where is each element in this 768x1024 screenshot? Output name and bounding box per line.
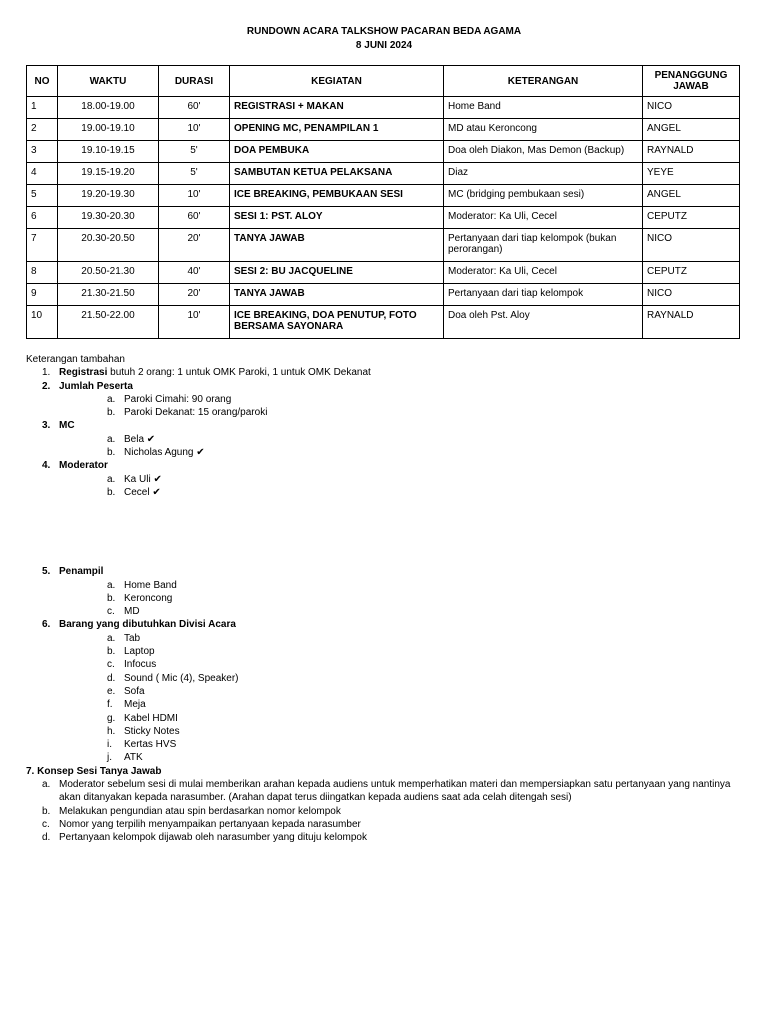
cell-penanggung-jawab: NICO [643, 229, 740, 262]
list-letter: b. [107, 486, 116, 498]
list-item-text: Paroki Dekanat: 15 orang/paroki [124, 407, 268, 419]
cell-keterangan: Moderator: Ka Uli, Cecel [444, 207, 643, 229]
note-label: Barang yang dibutuhkan Divisi Acara [59, 619, 236, 631]
list-letter: c. [107, 659, 115, 671]
header-kegiatan: KEGIATAN [230, 66, 444, 97]
list-letter: c. [107, 606, 115, 618]
cell-penanggung-jawab: ANGEL [643, 119, 740, 141]
note-moderator [26, 459, 740, 565]
table-row [27, 306, 740, 339]
cell-kegiatan: DOA PEMBUKA [230, 141, 444, 163]
cell-keterangan: Home Band [444, 97, 643, 119]
list-item [59, 393, 740, 406]
sub-list [59, 632, 740, 765]
list-letter: h. [107, 725, 116, 737]
notes-heading: Keterangan tambahan [26, 354, 125, 365]
list-item [59, 751, 740, 764]
cell-no: 5 [27, 185, 58, 207]
list-letter: a. [107, 473, 116, 485]
cell-penanggung-jawab: RAYNALD [643, 141, 740, 163]
cell-keterangan: Doa oleh Diakon, Mas Demon (Backup) [444, 141, 643, 163]
sub-list [59, 579, 740, 619]
list-number: 1. [42, 367, 51, 379]
list-letter: a. [107, 579, 116, 591]
list-item-text: Tab [124, 632, 141, 644]
note-label: Registrasi [59, 367, 108, 379]
list-item-text: Ka Uli ✔ [124, 473, 162, 485]
list-letter: a. [107, 433, 116, 445]
header-waktu: WAKTU [58, 66, 159, 97]
cell-kegiatan: SESI 2: BU JACQUELINE [230, 262, 444, 284]
notes-list [26, 366, 740, 764]
cell-waktu: 21.30-21.50 [58, 284, 159, 306]
list-item-text: Home Band [124, 579, 177, 591]
list-item-text: Nicholas Agung ✔ [124, 447, 205, 459]
cell-kegiatan: SESI 1: PST. ALOY [230, 207, 444, 229]
cell-penanggung-jawab: RAYNALD [643, 306, 740, 339]
cell-penanggung-jawab: YEYE [643, 163, 740, 185]
list-item [59, 579, 740, 592]
cell-waktu: 20.30-20.50 [58, 229, 159, 262]
table-row [27, 229, 740, 262]
list-item-text: Cecel ✔ [124, 486, 161, 498]
sub-list [59, 433, 740, 460]
list-letter: a. [107, 393, 116, 405]
document-title [0, 25, 768, 53]
cell-no: 9 [27, 284, 58, 306]
cell-keterangan: MD atau Keroncong [444, 119, 643, 141]
note-label: Jumlah Peserta [59, 380, 133, 392]
list-item-text: Moderator sebelum sesi di mulai memberikan arahan kepada audiens untuk memperhatikan materi dan mempersiapkan satu pertanyaan yang nantinya akan ditanyakan kepada narasumber. (Arahan dapat terus diingatkan kepada audiens saat ada celah ditengah sesi) [59, 779, 731, 804]
cell-durasi: 10' [159, 119, 230, 141]
note-text: butuh 2 orang: 1 untuk OMK Paroki, 1 untuk OMK Dekanat [107, 367, 371, 379]
table-row [27, 185, 740, 207]
list-item-text: ATK [124, 752, 143, 764]
list-letter: d. [107, 672, 116, 684]
cell-keterangan: Moderator: Ka Uli, Cecel [444, 262, 643, 284]
table-row [27, 262, 740, 284]
list-letter: a. [42, 779, 51, 791]
cell-kegiatan: SAMBUTAN KETUA PELAKSANA [230, 163, 444, 185]
note-registrasi [26, 366, 740, 379]
list-item-text: Bela ✔ [124, 433, 156, 445]
cell-durasi: 20' [159, 229, 230, 262]
list-number: 4. [42, 460, 51, 472]
cell-durasi: 5' [159, 141, 230, 163]
cell-penanggung-jawab: CEPUTZ [643, 262, 740, 284]
cell-waktu: 19.20-19.30 [58, 185, 159, 207]
list-letter: b. [107, 407, 116, 419]
list-item [59, 486, 740, 499]
list-letter: b. [42, 805, 51, 817]
cell-keterangan: Pertanyaan dari tiap kelompok [444, 284, 643, 306]
note-konsep-label: 7. Konsep Sesi Tanya Jawab [26, 765, 162, 777]
cell-no: 8 [27, 262, 58, 284]
list-item-text: Paroki Cimahi: 90 orang [124, 393, 232, 405]
header-keterangan: KETERANGAN [444, 66, 643, 97]
list-item [59, 645, 740, 658]
list-item [59, 672, 740, 685]
header-penanggung-jawab: PENANGGUNG JAWAB [643, 66, 740, 97]
cell-durasi: 10' [159, 185, 230, 207]
list-item [59, 632, 740, 645]
note-barang [26, 618, 740, 764]
cell-waktu: 18.00-19.00 [58, 97, 159, 119]
table-row [27, 163, 740, 185]
sub-list [59, 393, 740, 420]
cell-no: 7 [27, 229, 58, 262]
cell-waktu: 19.00-19.10 [58, 119, 159, 141]
sub-list [26, 778, 740, 844]
note-label: MC [59, 420, 75, 432]
list-item-text: Infocus [124, 659, 157, 671]
list-letter: j. [107, 752, 112, 764]
list-item-text: Pertanyaan kelompok dijawab oleh narasumber yang dituju kelompok [59, 832, 367, 844]
cell-keterangan: MC (bridging pembukaan sesi) [444, 185, 643, 207]
cell-kegiatan: OPENING MC, PENAMPILAN 1 [230, 119, 444, 141]
header-no: NO [27, 66, 58, 97]
list-item [59, 406, 740, 419]
list-letter: f. [107, 699, 113, 711]
list-letter: c. [42, 818, 50, 830]
cell-waktu: 19.30-20.30 [58, 207, 159, 229]
list-item-text: Kabel HDMI [124, 712, 178, 724]
note-label: Moderator [59, 460, 108, 472]
list-item-text: Melakukan pengundian atau spin berdasarkan nomor kelompok [59, 805, 341, 817]
cell-kegiatan: ICE BREAKING, DOA PENUTUP, FOTO BERSAMA SAYONARA [230, 306, 444, 339]
note-label: Penampil [59, 566, 104, 578]
list-item [59, 698, 740, 711]
list-item [59, 592, 740, 605]
list-item [59, 685, 740, 698]
list-item [59, 473, 740, 486]
list-item-text: MD [124, 606, 140, 618]
table-header-row [27, 66, 740, 97]
cell-no: 2 [27, 119, 58, 141]
table-row [27, 207, 740, 229]
table-row [27, 284, 740, 306]
list-letter: i. [107, 739, 112, 751]
list-letter: e. [107, 685, 116, 697]
list-item [59, 433, 740, 446]
cell-durasi: 20' [159, 284, 230, 306]
cell-kegiatan: TANYA JAWAB [230, 284, 444, 306]
cell-no: 4 [27, 163, 58, 185]
list-letter: b. [107, 592, 116, 604]
list-letter: d. [42, 832, 51, 844]
list-item [26, 778, 740, 805]
list-item [59, 658, 740, 671]
list-item [59, 605, 740, 618]
header-durasi: DURASI [159, 66, 230, 97]
cell-waktu: 19.10-19.15 [58, 141, 159, 163]
list-item [59, 738, 740, 751]
list-item [59, 725, 740, 738]
list-number: 3. [42, 420, 51, 432]
cell-no: 10 [27, 306, 58, 339]
cell-no: 6 [27, 207, 58, 229]
cell-kegiatan: ICE BREAKING, PEMBUKAAN SESI [230, 185, 444, 207]
list-letter: b. [107, 646, 116, 658]
list-letter: b. [107, 447, 116, 459]
cell-keterangan: Pertanyaan dari tiap kelompok (bukan perorangan) [444, 229, 643, 262]
cell-kegiatan: TANYA JAWAB [230, 229, 444, 262]
list-item-text: Sofa [124, 685, 145, 697]
list-number: 5. [42, 566, 51, 578]
cell-penanggung-jawab: NICO [643, 97, 740, 119]
rundown-table [26, 65, 740, 339]
blank-space [59, 499, 740, 565]
list-item [26, 805, 740, 818]
list-letter: a. [107, 632, 116, 644]
list-item-text: Sticky Notes [124, 725, 180, 737]
cell-keterangan: Diaz [444, 163, 643, 185]
cell-penanggung-jawab: ANGEL [643, 185, 740, 207]
list-number: 2. [42, 380, 51, 392]
cell-durasi: 5' [159, 163, 230, 185]
sub-list [59, 473, 740, 500]
list-item [26, 831, 740, 844]
cell-penanggung-jawab: CEPUTZ [643, 207, 740, 229]
table-row [27, 97, 740, 119]
note-penampil [26, 565, 740, 618]
cell-durasi: 40' [159, 262, 230, 284]
list-item [59, 446, 740, 459]
cell-kegiatan: REGISTRASI + MAKAN [230, 97, 444, 119]
list-letter: g. [107, 712, 116, 724]
cell-durasi: 60' [159, 97, 230, 119]
list-number: 6. [42, 619, 51, 631]
list-item-text: Keroncong [124, 592, 173, 604]
list-item-text: Meja [124, 699, 146, 711]
list-item-text: Sound ( Mic (4), Speaker) [124, 672, 239, 684]
cell-no: 3 [27, 141, 58, 163]
cell-durasi: 10' [159, 306, 230, 339]
cell-keterangan: Doa oleh Pst. Aloy [444, 306, 643, 339]
table-row [27, 141, 740, 163]
table-row [27, 119, 740, 141]
list-item [59, 712, 740, 725]
cell-no: 1 [27, 97, 58, 119]
cell-waktu: 20.50-21.30 [58, 262, 159, 284]
title-line-1: RUNDOWN ACARA TALKSHOW PACARAN BEDA AGAMA [246, 26, 522, 37]
cell-waktu: 19.15-19.20 [58, 163, 159, 185]
additional-notes [26, 353, 740, 845]
list-item-text: Laptop [124, 646, 155, 658]
list-item-text: Nomor yang terpilih menyampaikan pertanyaan kepada narasumber [59, 818, 361, 830]
title-line-2: 8 JUNI 2024 [355, 40, 413, 51]
cell-waktu: 21.50-22.00 [58, 306, 159, 339]
list-item [26, 818, 740, 831]
list-item-text: Kertas HVS [124, 739, 177, 751]
cell-durasi: 60' [159, 207, 230, 229]
note-mc [26, 419, 740, 459]
cell-penanggung-jawab: NICO [643, 284, 740, 306]
note-jumlah-peserta [26, 380, 740, 420]
